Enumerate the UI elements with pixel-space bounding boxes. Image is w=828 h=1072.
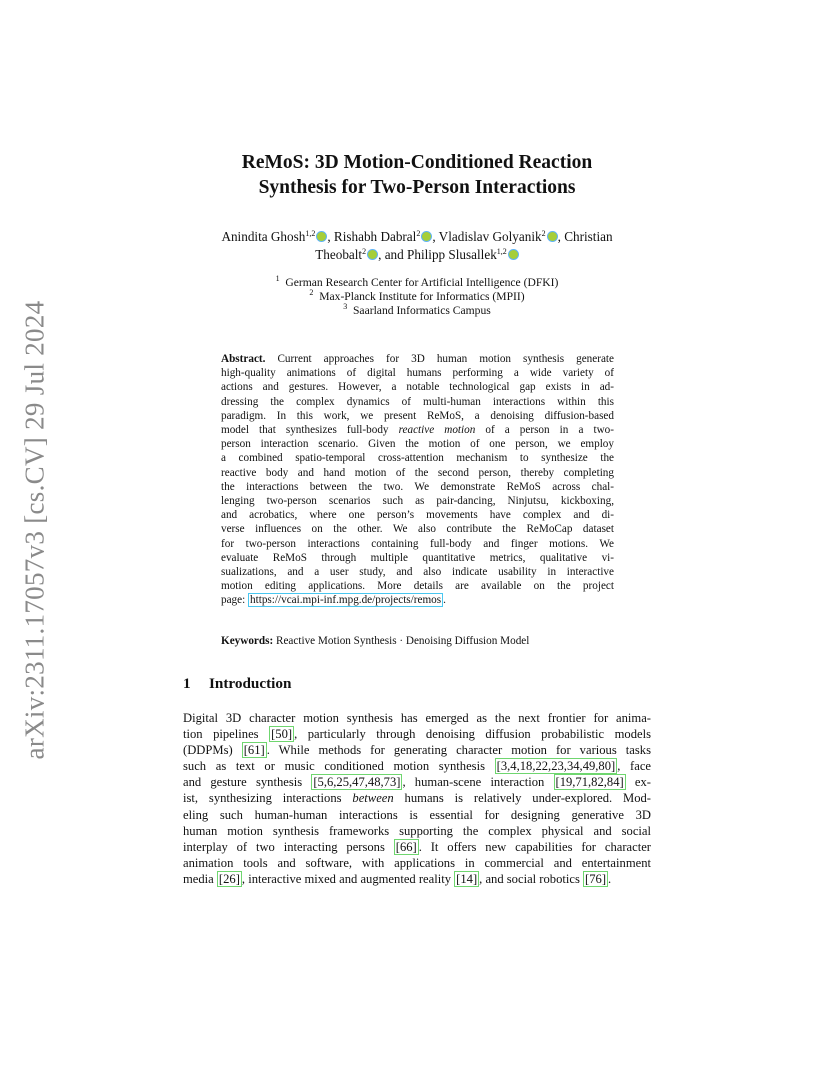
abstract-line: paradigm. In this work, we present ReMoS, a denoising diffusion-based	[221, 409, 614, 422]
affiliations	[160, 276, 674, 318]
arxiv-identifier	[20, 295, 50, 765]
paragraph-line: tion pipelines [50] , particularly through denoising diffusion probabilistic models	[183, 727, 651, 742]
author-name: , and Philipp Slusallek	[378, 247, 497, 262]
emphasis-text: reactive motion	[398, 424, 476, 437]
paragraph-line: media [26] , interactive mixed and augmented reality [14] , and social robotics [76] .	[183, 871, 612, 886]
abstract-line: evaluate ReMoS through multiple quantitative metrics, qualitative vi-	[221, 551, 614, 564]
affiliation-item	[160, 290, 674, 304]
citation-link[interactable]: [3,4,18,22,23,34,49,80]	[496, 759, 616, 774]
orcid-icon[interactable]	[547, 231, 558, 242]
orcid-icon[interactable]	[508, 249, 519, 260]
section-title: Introduction	[209, 675, 292, 692]
citation-link[interactable]: [50]	[271, 727, 293, 742]
title-line-1: ReMoS: 3D Motion-Conditioned Reaction	[241, 152, 593, 173]
citation-link[interactable]: [61]	[243, 743, 265, 758]
abstract-line: the interactions between the two. We demonstrate ReMoS across chal-	[221, 480, 614, 493]
author-name: , Rishabh Dabral	[327, 229, 417, 244]
abstract-line: lenging two-person scenarios such as pair-dancing, Ninjutsu, kickboxing,	[221, 495, 614, 508]
paragraph-line: Digital 3D character motion synthesis has emerged as the next frontier for anima-	[183, 711, 651, 725]
keywords-label: Keywords:	[221, 635, 274, 647]
orcid-icon[interactable]	[367, 249, 378, 260]
citation-link[interactable]: [5,6,25,47,48,73]	[313, 775, 401, 790]
abstract-line: and acrobatics, where one person’s movements have complex and di-	[221, 509, 614, 522]
paragraph-line: such as text or music conditioned motion synthesis [3,4,18,22,23,34,49,80] , face	[183, 759, 652, 774]
section-number: 1	[183, 675, 191, 692]
abstract-line: motion editing applications. More details are available on the project	[221, 580, 614, 593]
affiliation-name: German Research Center for Artificial Intelligence (DFKI)	[285, 276, 559, 289]
abstract	[221, 352, 614, 608]
citation-link[interactable]: [19,71,82,84]	[555, 775, 624, 790]
keywords	[221, 634, 614, 648]
author-name: Anindita Ghosh	[221, 229, 306, 244]
abstract-line: actions and gestures. However, a notable technological gap exists in ad-	[221, 381, 614, 394]
author-affiliation-mark: 1,2	[305, 229, 316, 238]
affiliation-item	[160, 304, 674, 318]
abstract-label: Abstract.	[221, 353, 266, 365]
paragraph-line: eling such human-human interactions is essential for designing generative 3D	[183, 807, 651, 822]
author-affiliation-mark: 2	[541, 229, 546, 238]
abstract-line: dressing the complex dynamics of multi-human interactions within this	[221, 395, 614, 408]
author-name: , Vladislav Golyanik	[432, 229, 542, 244]
affiliation-item	[160, 276, 674, 290]
paragraph-line: (DDPMs) [61] . While methods for generating character motion for various tasks	[183, 743, 651, 758]
citation-link[interactable]: [14]	[456, 871, 478, 886]
affiliation-name: Max-Planck Institute for Informatics (MPII)	[319, 290, 525, 303]
section-heading	[183, 675, 291, 693]
paragraph-line: interplay of two interacting persons [66] . It offers new capabilities for character	[183, 839, 651, 854]
abstract-line: a combined spatio-temporal cross-attention mechanism to synthesize the	[221, 452, 614, 465]
author-affiliation-mark: 2	[416, 229, 421, 238]
affiliation-number: 2	[309, 288, 314, 297]
paragraph-line: and gesture synthesis [5,6,25,47,48,73] , human-scene interaction [19,71,82,84] ex-	[183, 775, 651, 790]
citation-link[interactable]: [76]	[585, 871, 607, 886]
affiliation-name: Saarland Informatics Campus	[352, 304, 491, 317]
paper-title	[150, 150, 684, 200]
authors-line-1	[180, 228, 654, 246]
abstract-line: Abstract. Current approaches for 3D human motion synthesis generate	[221, 353, 614, 365]
orcid-icon[interactable]	[316, 231, 327, 242]
affiliation-number: 1	[275, 274, 280, 283]
project-page-link[interactable]: https://vcai.mpi-inf.mpg.de/projects/remos	[250, 594, 442, 607]
title-line-2: Synthesis for Two-Person Interactions	[258, 177, 576, 198]
abstract-line: reactive body and hand motion of the second person, thereby completing	[221, 466, 614, 479]
introduction-paragraph	[183, 710, 651, 887]
abstract-line: verse influences on the other. We also contribute the ReMoCap dataset	[221, 523, 614, 536]
affiliation-number: 3	[343, 302, 348, 311]
citation-link[interactable]: [26]	[218, 871, 240, 886]
citation-link[interactable]: [66]	[395, 839, 417, 854]
author-name: , Christian	[557, 229, 613, 244]
abstract-line: person interaction scenario. Given the motion of one person, we employ	[221, 438, 614, 451]
author-name: Theobalt	[315, 247, 363, 262]
author-affiliation-mark: 1,2	[496, 247, 507, 256]
author-affiliation-mark: 2	[362, 247, 367, 256]
abstract-line: page: https://vcai.mpi-inf.mpg.de/projects/remos .	[221, 594, 446, 607]
abstract-line: sualizations, and a user study, and also indicate usability in interactive	[221, 566, 614, 579]
orcid-icon[interactable]	[421, 231, 432, 242]
keywords-text: Reactive Motion Synthesis · Denoising Diffusion Model	[273, 635, 530, 647]
paragraph-line: animation tools and software, with applications in commercial and entertainment	[183, 855, 651, 870]
authors-line-2	[180, 246, 654, 264]
author-list	[180, 228, 654, 264]
paragraph-line: human motion synthesis frameworks supporting the complex physical and social	[183, 823, 651, 838]
paragraph-line: ist, synthesizing interactions between humans is relatively under-explored. Mod-	[183, 791, 651, 806]
emphasis-text: between	[352, 791, 394, 806]
arxiv-id-text: arXiv:2311.17057v3 [cs.CV] 29 Jul 2024	[19, 300, 50, 760]
abstract-line: model that synthesizes full-body reactive motion of a person in a two-	[221, 424, 614, 437]
abstract-line: high-quality animations of digital humans performing a wide variety of	[221, 367, 614, 380]
abstract-line: for two-person interactions containing full-body and finger motions. We	[221, 537, 614, 550]
